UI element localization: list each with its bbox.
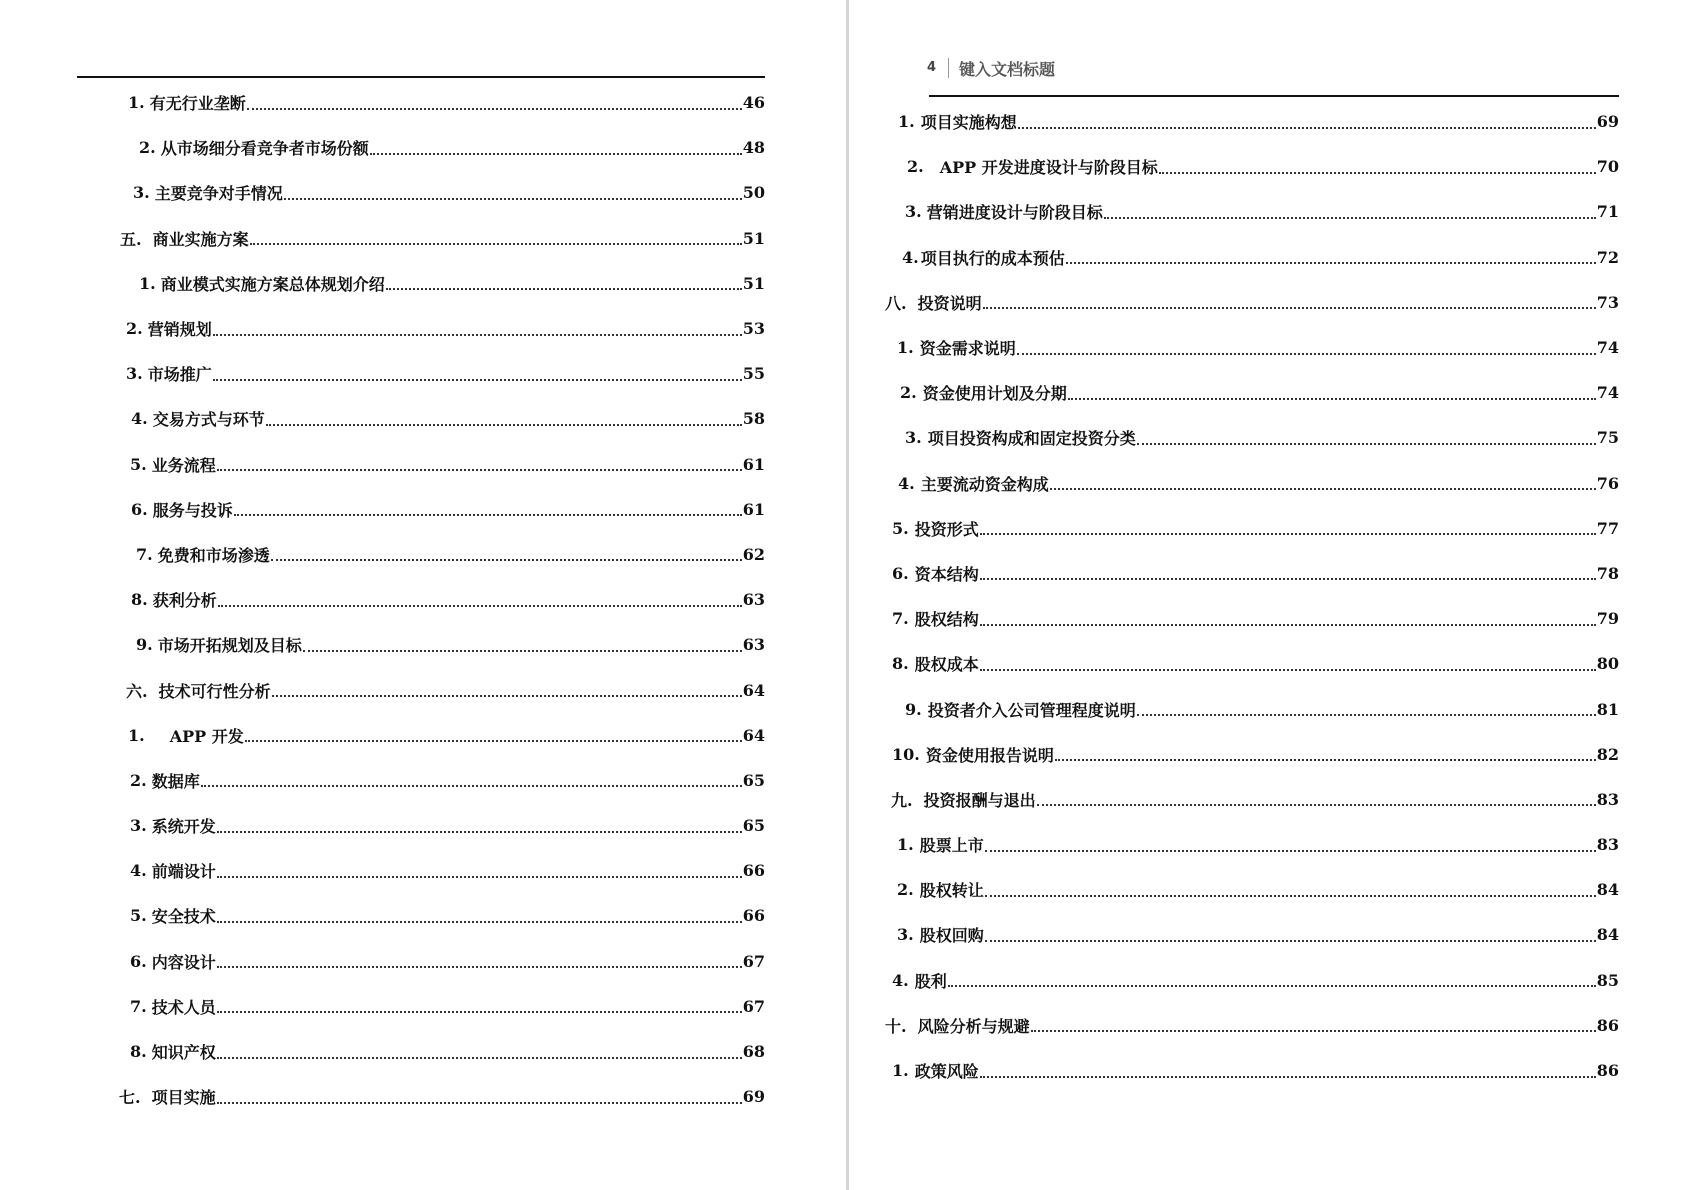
- toc-entry-label: 系统开发: [151, 817, 216, 837]
- toc-entry-label: 项目实施: [151, 1088, 216, 1108]
- toc-entry-page-number: 68: [742, 1042, 765, 1062]
- toc-entry[interactable]: [849, 686, 1619, 731]
- toc-entry-page-number: 65: [742, 770, 765, 790]
- toc-entry-label: APP 开发: [169, 726, 244, 746]
- toc-entry-label: 从市场细分看竞争者市场份额: [160, 139, 369, 159]
- toc-entry[interactable]: [849, 912, 1619, 957]
- toc-entry-page-number: 72: [1596, 247, 1619, 267]
- toc-entry-page-number: 70: [1596, 157, 1619, 177]
- toc-entry-label: 内容设计: [151, 952, 216, 972]
- toc-entry[interactable]: [0, 125, 765, 170]
- right-page: [849, 0, 1688, 1190]
- toc-entry-label: 营销进度设计与阶段目标: [926, 203, 1103, 223]
- toc-dot-leader: [1137, 714, 1596, 716]
- toc-dot-leader: [217, 966, 742, 968]
- toc-entry[interactable]: [0, 216, 765, 261]
- toc-entry[interactable]: [0, 261, 765, 306]
- toc-dot-leader: [983, 307, 1596, 309]
- toc-entry-label: 股票上市: [919, 836, 984, 856]
- toc-entry-label: 投资说明: [917, 293, 982, 313]
- toc-dot-leader: [217, 1011, 742, 1013]
- toc-entry-page-number: 86: [1596, 1061, 1619, 1081]
- toc-entry-number: 4.: [130, 861, 147, 881]
- toc-entry[interactable]: [849, 1003, 1619, 1048]
- toc-dot-leader: [217, 1102, 742, 1104]
- toc-entry-number: 6.: [892, 563, 909, 583]
- toc-entry-page-number: 76: [1596, 473, 1619, 493]
- toc-entry[interactable]: [849, 1048, 1619, 1093]
- toc-entry-label: 交易方式与环节: [152, 410, 265, 430]
- toc-entry-page-number: 55: [742, 364, 765, 384]
- toc-dot-leader: [1031, 1030, 1596, 1032]
- toc-entry-label: 知识产权: [151, 1043, 216, 1063]
- toc-entry-page-number: 83: [1596, 835, 1619, 855]
- toc-entry-page-number: 69: [1596, 112, 1619, 132]
- toc-entry-page-number: 63: [742, 590, 765, 610]
- toc-entry-page-number: 50: [742, 183, 765, 203]
- toc-entry[interactable]: [849, 235, 1619, 280]
- toc-entry-label: 服务与投诉: [152, 500, 233, 520]
- toc-entry-number: 九.: [891, 790, 913, 810]
- toc-entry[interactable]: [849, 777, 1619, 822]
- toc-entry-number: 3.: [130, 816, 147, 836]
- page-header: [927, 55, 1055, 81]
- toc-entry[interactable]: [849, 641, 1619, 686]
- toc-entry[interactable]: [849, 325, 1619, 370]
- toc-entry-label: 市场推广: [147, 365, 212, 385]
- toc-entry-label: 商业模式实施方案总体规划介绍: [160, 274, 385, 294]
- toc-entry-label: 资金使用计划及分期: [922, 384, 1067, 404]
- toc-entry-page-number: 66: [742, 906, 765, 926]
- toc-entry[interactable]: [849, 461, 1619, 506]
- toc-entry-page-number: 77: [1596, 518, 1619, 538]
- toc-entry[interactable]: [849, 596, 1619, 641]
- toc-entry-label: 资金使用报告说明: [925, 745, 1054, 765]
- toc-entry-number: 2.: [126, 319, 143, 339]
- toc-dot-leader: [218, 605, 742, 607]
- toc-entry[interactable]: [849, 280, 1619, 325]
- toc-entry-page-number: 66: [742, 861, 765, 881]
- toc-entry-number: 1.: [128, 93, 145, 113]
- toc-entry-number: 10.: [892, 744, 920, 764]
- toc-entry-page-number: 82: [1596, 744, 1619, 764]
- toc-entry-number: 8.: [130, 1042, 147, 1062]
- toc-entry-number: 4.: [131, 409, 148, 429]
- toc-dot-leader: [980, 533, 1596, 535]
- toc-dot-leader: [980, 624, 1596, 626]
- toc-entry-label: 主要竞争对手情况: [154, 184, 283, 204]
- toc-entry-page-number: 65: [742, 816, 765, 836]
- toc-dot-leader: [1159, 172, 1596, 174]
- toc-entry-label: 投资形式: [914, 519, 979, 539]
- toc-entry[interactable]: [849, 99, 1619, 144]
- toc-entry-number: 2.: [897, 880, 914, 900]
- toc-entry-label: 有无行业垄断: [149, 94, 246, 114]
- toc-entry-page-number: 53: [742, 319, 765, 339]
- toc-entry-number: 4.: [892, 970, 909, 990]
- toc-dot-leader: [217, 876, 742, 878]
- toc-entry-page-number: 61: [742, 454, 765, 474]
- header-rule: [929, 95, 1619, 97]
- toc-dot-leader: [1137, 443, 1596, 445]
- toc-entry-label: 商业实施方案: [152, 229, 249, 249]
- toc-entry[interactable]: [849, 551, 1619, 596]
- toc-entry-page-number: 69: [742, 1087, 765, 1107]
- toc-entry[interactable]: [0, 532, 765, 577]
- toc-dot-leader: [985, 895, 1596, 897]
- toc-dot-leader: [1104, 217, 1596, 219]
- toc-entry-page-number: 48: [742, 138, 765, 158]
- toc-dot-leader: [266, 424, 742, 426]
- toc-dot-leader: [980, 1076, 1596, 1078]
- toc-entry-number: 1.: [892, 1061, 909, 1081]
- toc-entry-number: 3.: [905, 202, 922, 222]
- toc-entry-page-number: 63: [742, 635, 765, 655]
- toc-entry-number: 2.: [139, 138, 156, 158]
- toc-entry-page-number: 73: [1596, 292, 1619, 312]
- toc-entry-number: 4.: [898, 473, 915, 493]
- toc-entry-number: 6.: [130, 951, 147, 971]
- toc-entry-label: 数据库: [151, 771, 200, 791]
- toc-entry-label: 市场开拓规划及目标: [157, 636, 302, 656]
- toc-entry-page-number: 80: [1596, 654, 1619, 674]
- toc-entry-label: 技术人员: [151, 997, 216, 1017]
- toc-entry-label: 营销规划: [147, 320, 212, 340]
- toc-entry[interactable]: [0, 622, 765, 667]
- toc-entry-page-number: 51: [742, 273, 765, 293]
- toc-entry[interactable]: [0, 939, 765, 984]
- toc-dot-leader: [245, 740, 742, 742]
- toc-entry-page-number: 83: [1596, 789, 1619, 809]
- toc-entry-number: 7.: [136, 544, 153, 564]
- toc-entry-number: 5.: [892, 518, 909, 538]
- toc-entry-label: 项目实施构想: [920, 113, 1017, 133]
- toc-entry-number: 4.: [902, 247, 919, 267]
- toc-entry-label: 技术可行性分析: [158, 681, 271, 701]
- toc-entry-number: 9.: [136, 635, 153, 655]
- toc-entry[interactable]: [849, 867, 1619, 912]
- toc-dot-leader: [1055, 759, 1596, 761]
- toc-entry[interactable]: [0, 984, 765, 1029]
- toc-entry-number: 1.: [897, 338, 914, 358]
- toc-entry-label: 风险分析与规避: [917, 1016, 1030, 1036]
- toc-dot-leader: [272, 695, 742, 697]
- toc-entry-page-number: 58: [742, 409, 765, 429]
- toc-entry-label: 项目投资构成和固定投资分类: [927, 429, 1136, 449]
- toc-entry-number: 8.: [892, 654, 909, 674]
- toc-entry-page-number: 64: [742, 725, 765, 745]
- toc-dot-leader: [980, 578, 1596, 580]
- toc-entry-page-number: 74: [1596, 338, 1619, 358]
- toc-entry-label: 股权结构: [914, 610, 979, 630]
- toc-entry-number: 3.: [905, 428, 922, 448]
- toc-dot-leader: [284, 198, 742, 200]
- toc-entry-label: 主要流动资金构成: [920, 474, 1049, 494]
- toc-entry[interactable]: [0, 351, 765, 396]
- top-rule: [77, 76, 765, 78]
- toc-entry-label: 资本结构: [914, 564, 979, 584]
- toc-dot-leader: [1018, 127, 1596, 129]
- table-of-contents-left: [0, 80, 765, 1119]
- toc-dot-leader: [370, 153, 742, 155]
- toc-entry-number: 7.: [892, 609, 909, 629]
- toc-entry[interactable]: [0, 1029, 765, 1074]
- toc-entry[interactable]: [849, 144, 1619, 189]
- toc-entry-number: 1.: [897, 835, 914, 855]
- toc-entry[interactable]: [849, 370, 1619, 415]
- toc-entry-page-number: 84: [1596, 925, 1619, 945]
- toc-dot-leader: [250, 243, 742, 245]
- toc-entry[interactable]: [849, 958, 1619, 1003]
- toc-entry-label: 股权回购: [919, 926, 984, 946]
- toc-entry[interactable]: [0, 803, 765, 848]
- toc-entry-label: 前端设计: [151, 862, 216, 882]
- toc-dot-leader: [1037, 804, 1596, 806]
- toc-dot-leader: [247, 108, 742, 110]
- toc-dot-leader: [303, 650, 742, 652]
- toc-entry[interactable]: [0, 893, 765, 938]
- toc-entry-number: 五.: [120, 229, 142, 249]
- toc-dot-leader: [980, 669, 1596, 671]
- toc-entry-page-number: 62: [742, 544, 765, 564]
- toc-dot-leader: [217, 921, 742, 923]
- toc-dot-leader: [985, 850, 1596, 852]
- toc-dot-leader: [948, 985, 1596, 987]
- toc-entry[interactable]: [849, 822, 1619, 867]
- toc-entry-number: 十.: [885, 1016, 907, 1036]
- toc-entry-page-number: 75: [1596, 428, 1619, 448]
- toc-entry-label: 获利分析: [152, 591, 217, 611]
- toc-entry[interactable]: [0, 487, 765, 532]
- toc-entry[interactable]: [849, 506, 1619, 551]
- toc-entry-number: 1.: [139, 273, 156, 293]
- toc-entry[interactable]: [849, 415, 1619, 460]
- toc-dot-leader: [234, 514, 742, 516]
- toc-entry-number: 1.: [898, 112, 915, 132]
- toc-entry[interactable]: [0, 306, 765, 351]
- toc-dot-leader: [217, 1057, 742, 1059]
- toc-entry-page-number: 81: [1596, 699, 1619, 719]
- toc-entry[interactable]: [0, 848, 765, 893]
- toc-entry[interactable]: [0, 80, 765, 125]
- toc-entry-label: 股利: [914, 971, 947, 991]
- toc-entry[interactable]: [0, 1074, 765, 1119]
- toc-entry-number: 5.: [130, 906, 147, 926]
- toc-entry-label: 免费和市场渗透: [157, 545, 270, 565]
- toc-entry-label: 项目执行的成本预估: [920, 248, 1065, 268]
- toc-entry[interactable]: [0, 170, 765, 215]
- toc-dot-leader: [386, 288, 742, 290]
- toc-entry-page-number: 46: [742, 93, 765, 113]
- toc-dot-leader: [1068, 398, 1596, 400]
- toc-entry-label: 资金需求说明: [919, 339, 1016, 359]
- toc-dot-leader: [217, 469, 742, 471]
- toc-dot-leader: [1066, 262, 1596, 264]
- toc-entry-label: APP 开发进度设计与阶段目标: [939, 158, 1158, 178]
- toc-dot-leader: [271, 559, 742, 561]
- table-of-contents-right: [849, 99, 1619, 1093]
- toc-dot-leader: [1017, 353, 1596, 355]
- toc-dot-leader: [985, 940, 1596, 942]
- toc-dot-leader: [217, 831, 742, 833]
- toc-entry[interactable]: [0, 396, 765, 441]
- toc-entry-number: 八.: [885, 293, 907, 313]
- toc-dot-leader: [213, 379, 742, 381]
- toc-entry-label: 投资报酬与退出: [923, 790, 1036, 810]
- toc-entry-number: 9.: [905, 699, 922, 719]
- toc-entry-page-number: 85: [1596, 970, 1619, 990]
- toc-entry[interactable]: [0, 758, 765, 803]
- toc-entry-number: 1.: [128, 725, 145, 745]
- toc-entry[interactable]: [0, 667, 765, 712]
- header-page-number: 4: [927, 58, 949, 78]
- toc-dot-leader: [1050, 488, 1596, 490]
- toc-entry-number: 2.: [900, 383, 917, 403]
- header-document-title: 键入文档标题: [959, 59, 1056, 79]
- toc-entry-number: 5.: [130, 454, 147, 474]
- toc-entry-label: 政策风险: [914, 1062, 979, 1082]
- toc-entry[interactable]: [849, 189, 1619, 234]
- toc-entry-page-number: 67: [742, 996, 765, 1016]
- toc-dot-leader: [213, 334, 742, 336]
- toc-entry-number: 2.: [907, 157, 924, 177]
- toc-entry-label: 股权成本: [914, 655, 979, 675]
- toc-entry-label: 投资者介入公司管理程度说明: [927, 700, 1136, 720]
- toc-entry-page-number: 64: [742, 680, 765, 700]
- toc-entry-label: 股权转让: [919, 881, 984, 901]
- toc-entry-page-number: 79: [1596, 609, 1619, 629]
- toc-entry-number: 3.: [133, 183, 150, 203]
- toc-entry[interactable]: [0, 442, 765, 487]
- toc-entry-number: 3.: [897, 925, 914, 945]
- toc-entry-page-number: 71: [1596, 202, 1619, 222]
- toc-entry-number: 7.: [130, 996, 147, 1016]
- toc-entry-page-number: 67: [742, 951, 765, 971]
- toc-entry-page-number: 84: [1596, 880, 1619, 900]
- toc-entry-label: 安全技术: [151, 907, 216, 927]
- toc-entry-page-number: 51: [742, 228, 765, 248]
- toc-entry[interactable]: [849, 732, 1619, 777]
- toc-entry-page-number: 78: [1596, 563, 1619, 583]
- toc-entry-number: 6.: [131, 499, 148, 519]
- toc-entry-page-number: 74: [1596, 383, 1619, 403]
- toc-entry-number: 3.: [126, 364, 143, 384]
- toc-entry-page-number: 86: [1596, 1015, 1619, 1035]
- toc-entry-number: 8.: [131, 590, 148, 610]
- toc-entry-number: 六.: [126, 681, 148, 701]
- toc-entry[interactable]: [0, 577, 765, 622]
- toc-dot-leader: [201, 785, 742, 787]
- toc-entry-page-number: 61: [742, 499, 765, 519]
- toc-entry-label: 业务流程: [151, 455, 216, 475]
- toc-entry-number: 七.: [119, 1088, 141, 1108]
- toc-entry-number: 2.: [130, 770, 147, 790]
- toc-entry[interactable]: [0, 713, 765, 758]
